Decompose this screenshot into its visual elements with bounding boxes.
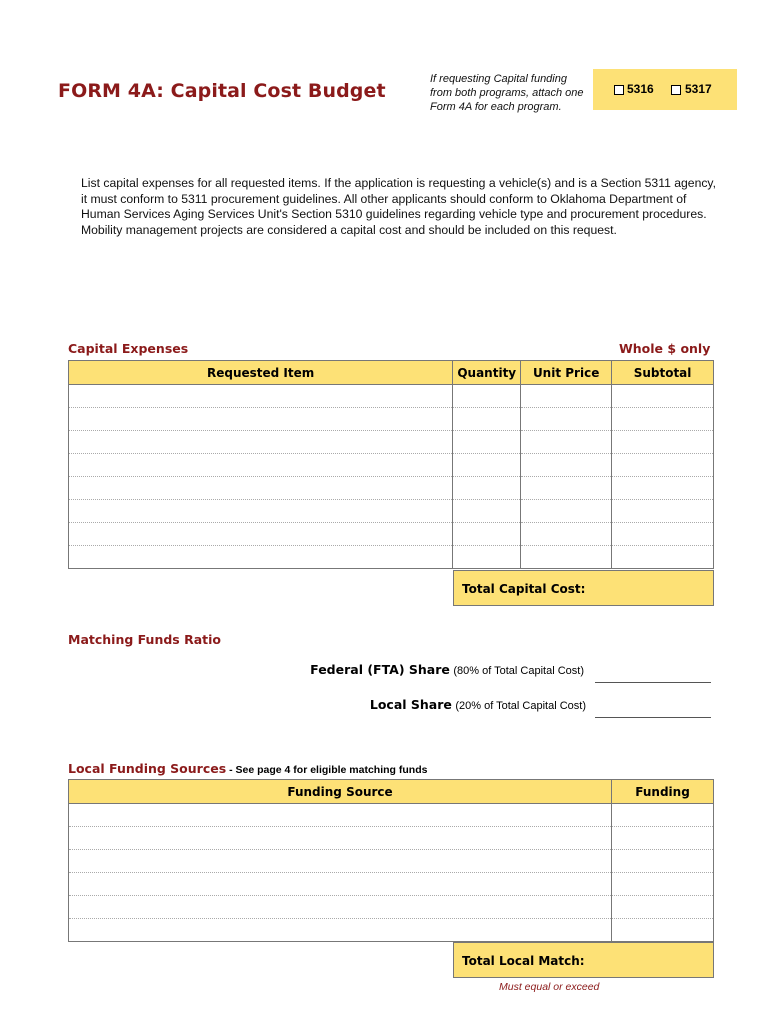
capital-expense-cell[interactable]: [612, 500, 714, 523]
funding-source-row: [69, 804, 714, 827]
funding-source-cell[interactable]: [69, 827, 612, 850]
federal-share-row: [200, 662, 584, 677]
capital-expense-cell[interactable]: [453, 431, 521, 454]
col-unit-price: Unit Price: [521, 361, 612, 385]
federal-share-label: Federal (FTA) Share: [310, 662, 450, 677]
capital-expense-cell[interactable]: [521, 523, 612, 546]
local-share-field[interactable]: [595, 716, 711, 718]
total-capital-cost-label: Total Capital Cost:: [462, 582, 586, 596]
capital-expense-cell[interactable]: [521, 454, 612, 477]
capital-expense-cell[interactable]: [69, 523, 453, 546]
capital-expense-cell[interactable]: [453, 385, 521, 408]
local-share-row: [200, 697, 586, 712]
funding-source-cell[interactable]: [69, 804, 612, 827]
capital-expense-row: [69, 454, 714, 477]
form-title: FORM 4A: Capital Cost Budget: [58, 80, 386, 102]
col-quantity: Quantity: [453, 361, 521, 385]
capital-expense-cell[interactable]: [612, 454, 714, 477]
program-note: If requesting Capital funding from both programs, attach one Form 4A for each program.: [430, 73, 584, 113]
capital-expense-cell[interactable]: [453, 546, 521, 569]
col-funding: Funding: [612, 780, 714, 804]
col-funding-source: Funding Source: [69, 780, 612, 804]
funding-source-cell[interactable]: [612, 919, 714, 942]
capital-expense-row: [69, 408, 714, 431]
funding-source-cell[interactable]: [612, 896, 714, 919]
program-checkbox-panel: [593, 69, 737, 110]
capital-expense-cell[interactable]: [612, 385, 714, 408]
capital-expense-cell[interactable]: [69, 477, 453, 500]
program-5317-label: 5317: [685, 82, 712, 96]
local-funding-hint: - See page 4 for eligible matching funds: [226, 764, 428, 776]
local-share-label: Local Share: [369, 697, 452, 712]
funding-source-cell[interactable]: [612, 850, 714, 873]
local-share-note: (20% of Total Capital Cost): [455, 700, 586, 712]
local-funding-heading-row: [68, 760, 427, 778]
funding-source-cell[interactable]: [69, 873, 612, 896]
capital-expense-cell[interactable]: [453, 454, 521, 477]
capital-expense-cell[interactable]: [521, 408, 612, 431]
capital-expense-cell[interactable]: [69, 431, 453, 454]
whole-dollar-note: Whole $ only: [619, 341, 711, 356]
total-capital-cost-box[interactable]: [453, 570, 714, 606]
local-funding-heading: Local Funding Sources: [68, 761, 227, 776]
capital-expense-cell[interactable]: [612, 431, 714, 454]
capital-expense-cell[interactable]: [612, 408, 714, 431]
capital-expense-cell[interactable]: [521, 500, 612, 523]
total-local-match-label: Total Local Match:: [462, 954, 585, 968]
capital-expense-cell[interactable]: [521, 546, 612, 569]
capital-expenses-heading: Capital Expenses: [68, 341, 189, 356]
funding-source-row: [69, 919, 714, 942]
capital-expense-cell[interactable]: [612, 523, 714, 546]
capital-expense-cell[interactable]: [612, 477, 714, 500]
funding-source-cell[interactable]: [612, 873, 714, 896]
funding-source-cell[interactable]: [69, 919, 612, 942]
must-equal-footnote: Must equal or exceed: [499, 981, 600, 993]
funding-source-row: [69, 873, 714, 896]
funding-source-cell[interactable]: [69, 850, 612, 873]
capital-header-row: [69, 361, 714, 385]
program-5316-label: 5316: [627, 82, 654, 96]
capital-expenses-table: [68, 360, 714, 569]
capital-expense-row: [69, 500, 714, 523]
capital-expense-cell[interactable]: [453, 500, 521, 523]
funding-source-cell[interactable]: [69, 896, 612, 919]
capital-expense-row: [69, 523, 714, 546]
matching-funds-heading: Matching Funds Ratio: [68, 632, 222, 647]
capital-expense-row: [69, 385, 714, 408]
capital-expense-cell[interactable]: [69, 500, 453, 523]
capital-expense-row: [69, 546, 714, 569]
col-requested-item: Requested Item: [69, 361, 453, 385]
funding-source-row: [69, 850, 714, 873]
funding-source-row: [69, 896, 714, 919]
total-local-match-box[interactable]: [453, 942, 714, 978]
col-subtotal: Subtotal: [612, 361, 714, 385]
funding-source-row: [69, 827, 714, 850]
funding-source-cell[interactable]: [612, 804, 714, 827]
federal-share-note: (80% of Total Capital Cost): [453, 665, 584, 677]
capital-expense-cell[interactable]: [612, 546, 714, 569]
capital-expense-cell[interactable]: [453, 523, 521, 546]
funding-source-cell[interactable]: [612, 827, 714, 850]
local-funding-table: [68, 779, 714, 942]
capital-expense-cell[interactable]: [453, 477, 521, 500]
capital-expense-row: [69, 431, 714, 454]
capital-expense-cell[interactable]: [521, 385, 612, 408]
funding-header-row: [69, 780, 714, 804]
capital-expense-cell[interactable]: [69, 385, 453, 408]
capital-expense-cell[interactable]: [69, 454, 453, 477]
instructions-text: List capital expenses for all requested items. If the application is requesting a vehicle(s) and is a Section 5311 agency, it must conform to 5311 procurement guidelines. All other applicants should conform to Oklahoma Department of Human Services Aging Services Unit's Section 5310 guidelines regarding vehicle type and procurement procedures. Mobility management projects are considered a capital cost and should be included on this request.: [81, 176, 717, 237]
program-5316-checkbox[interactable]: [614, 85, 624, 95]
program-5317-checkbox[interactable]: [671, 85, 681, 95]
capital-expense-cell[interactable]: [521, 477, 612, 500]
federal-share-field[interactable]: [595, 681, 711, 683]
capital-expense-cell[interactable]: [69, 408, 453, 431]
capital-expense-cell[interactable]: [521, 431, 612, 454]
capital-expense-row: [69, 477, 714, 500]
capital-expense-cell[interactable]: [69, 546, 453, 569]
capital-expense-cell[interactable]: [453, 408, 521, 431]
